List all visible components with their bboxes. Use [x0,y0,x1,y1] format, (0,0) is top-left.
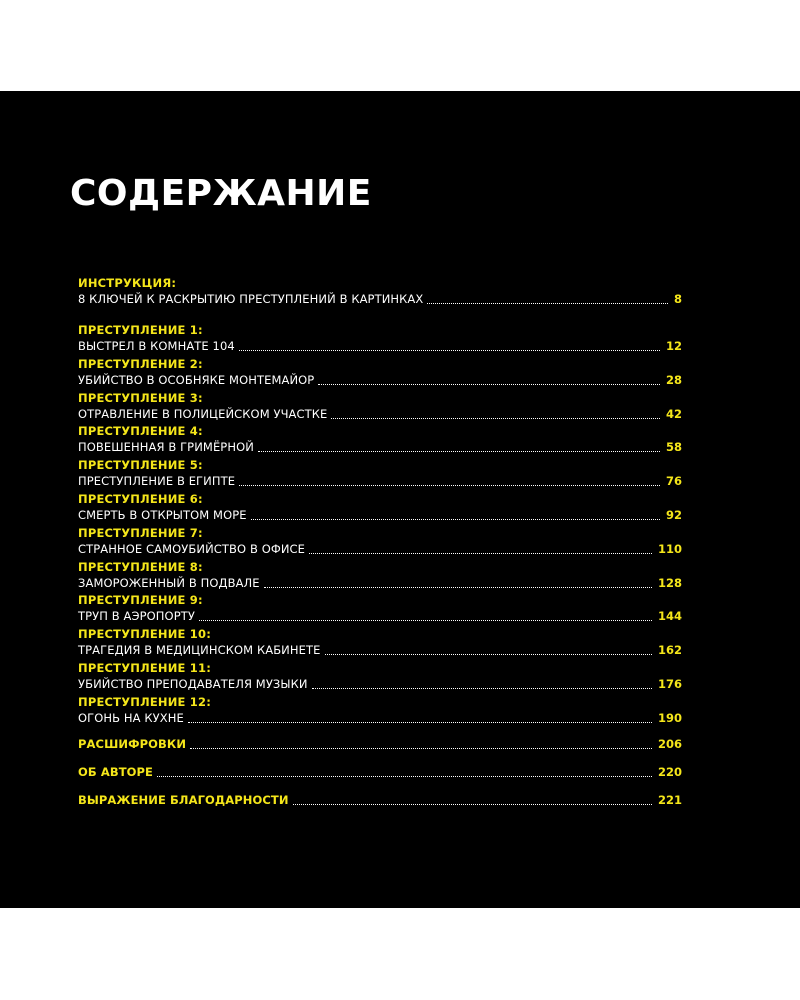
toc-row [78,574,682,591]
contents-page [0,91,800,908]
toc-entry-instruction [78,276,682,307]
toc-entry-title: ВЫРАЖЕНИЕ БЛАГОДАРНОСТИ [78,793,289,807]
toc-entry-title: ТРАГЕДИЯ В МЕДИЦИНСКОМ КАБИНЕТЕ [78,643,321,658]
leader-dots [258,451,660,452]
toc-entry-crime [78,458,682,489]
toc-row [78,607,682,624]
leader-dots [251,519,660,520]
toc-entry-label: ПРЕСТУПЛЕНИЕ 2: [78,356,203,371]
toc-entry-title: ЗАМОРОЖЕННЫЙ В ПОДВАЛЕ [78,575,260,590]
toc-entry-title: ПРЕСТУПЛЕНИЕ В ЕГИПТЕ [78,474,236,489]
leader-dots [239,350,660,351]
toc-entry-title: ПОВЕШЕННАЯ В ГРИМЁРНОЙ [78,440,254,455]
toc-entry-crime [78,526,682,557]
toc-entry-title: УБИЙСТВО В ОСОБНЯКЕ МОНТЕМАЙОР [78,372,315,387]
toc-entry-label: ПРЕСТУПЛЕНИЕ 7: [78,525,203,540]
toc-entry-crime [78,695,682,726]
toc-entry-crime [78,424,682,455]
toc-row [78,290,682,307]
toc-entry-crime [78,593,682,624]
leader-dots [293,804,652,805]
page-number: 8 [673,292,682,306]
leader-dots [239,485,660,486]
page-number: 206 [657,737,682,751]
page-number: 176 [657,677,682,691]
page-number: 76 [665,474,682,489]
toc-entry-label: ПРЕСТУПЛЕНИЕ 1: [78,323,203,337]
leader-dots [331,418,660,419]
page-number: 144 [657,609,682,624]
toc-entry-title: ТРУП В АЭРОПОРТУ [78,609,195,624]
toc-entry-label: ПРЕСТУПЛЕНИЕ 6: [78,492,203,506]
page-title: СОДЕРЖАНИЕ [70,173,372,214]
leader-dots [190,748,652,749]
toc-entry-extra [78,791,682,808]
toc-entry-crime [78,323,682,354]
toc-entry-label: ПРЕСТУПЛЕНИЕ 11: [78,661,212,675]
toc-entry-label: ПРЕСТУПЛЕНИЕ 5: [78,458,203,473]
page-number: 28 [665,372,682,387]
page-number: 58 [665,440,682,455]
toc-entry-label: ПРЕСТУПЛЕНИЕ 9: [78,593,203,608]
page-number: 221 [657,793,682,807]
page-number: 190 [657,710,682,725]
toc-entry-label: ПРЕСТУПЛЕНИЕ 10: [78,627,212,642]
leader-dots [157,776,652,777]
toc-entry-extra [78,763,682,780]
toc-entry-crime [78,627,682,658]
leader-dots [318,384,660,385]
page-number: 92 [665,508,682,522]
toc-entry-label: ПРЕСТУПЛЕНИЕ 12: [78,694,212,709]
page-number: 128 [657,575,682,590]
toc-entry-title: УБИЙСТВО ПРЕПОДАВАТЕЛЯ МУЗЫКИ [78,677,308,691]
toc-row [78,438,682,455]
toc-row [78,337,682,354]
toc-entry-label: ПРЕСТУПЛЕНИЕ 8: [78,559,203,574]
toc-row [78,540,682,557]
leader-dots [309,553,652,554]
toc-row [78,472,682,489]
toc-entry-label: ИНСТРУКЦИЯ: [78,276,177,290]
toc-entry-title: ОГОНЬ НА КУХНЕ [78,710,184,725]
toc-entry-crime [78,661,682,692]
toc-entry-label: ПРЕСТУПЛЕНИЕ 3: [78,390,203,405]
toc-entry-label: ПРЕСТУПЛЕНИЕ 4: [78,424,203,439]
page-number: 110 [657,541,682,556]
toc-row [78,709,682,726]
leader-dots [325,654,652,655]
toc-entry-title: РАСШИФРОВКИ [78,737,187,751]
toc-row [78,675,682,692]
leader-dots [312,688,652,689]
toc-row [78,405,682,422]
toc-row [78,506,682,523]
page-number: 12 [665,339,682,353]
leader-dots [264,587,652,588]
leader-dots [199,620,652,621]
toc-row [78,371,682,388]
leader-dots [427,303,668,304]
toc-entry-title: ОТРАВЛЕНИЕ В ПОЛИЦЕЙСКОМ УЧАСТКЕ [78,406,328,421]
toc-row [78,641,682,658]
toc-entry-title: ОБ АВТОРЕ [78,765,154,779]
toc-entry-title: СМЕРТЬ В ОТКРЫТОМ МОРЕ [78,508,247,522]
toc-entry-title: 8 КЛЮЧЕЙ К РАСКРЫТИЮ ПРЕСТУПЛЕНИЙ В КАРТИНКАХ [78,292,424,306]
toc-entry-crime [78,357,682,388]
toc-entry-crime [78,492,682,523]
toc-entry-extra [78,735,682,752]
page-number: 162 [657,643,682,658]
toc-entry-title: СТРАННОЕ САМОУБИЙСТВО В ОФИСЕ [78,541,306,556]
page-number: 220 [657,765,682,779]
toc-entry-crime [78,560,682,591]
leader-dots [188,722,652,723]
page-number: 42 [665,406,682,421]
toc-entry-crime [78,391,682,422]
toc-entry-title: ВЫСТРЕЛ В КОМНАТЕ 104 [78,339,235,353]
